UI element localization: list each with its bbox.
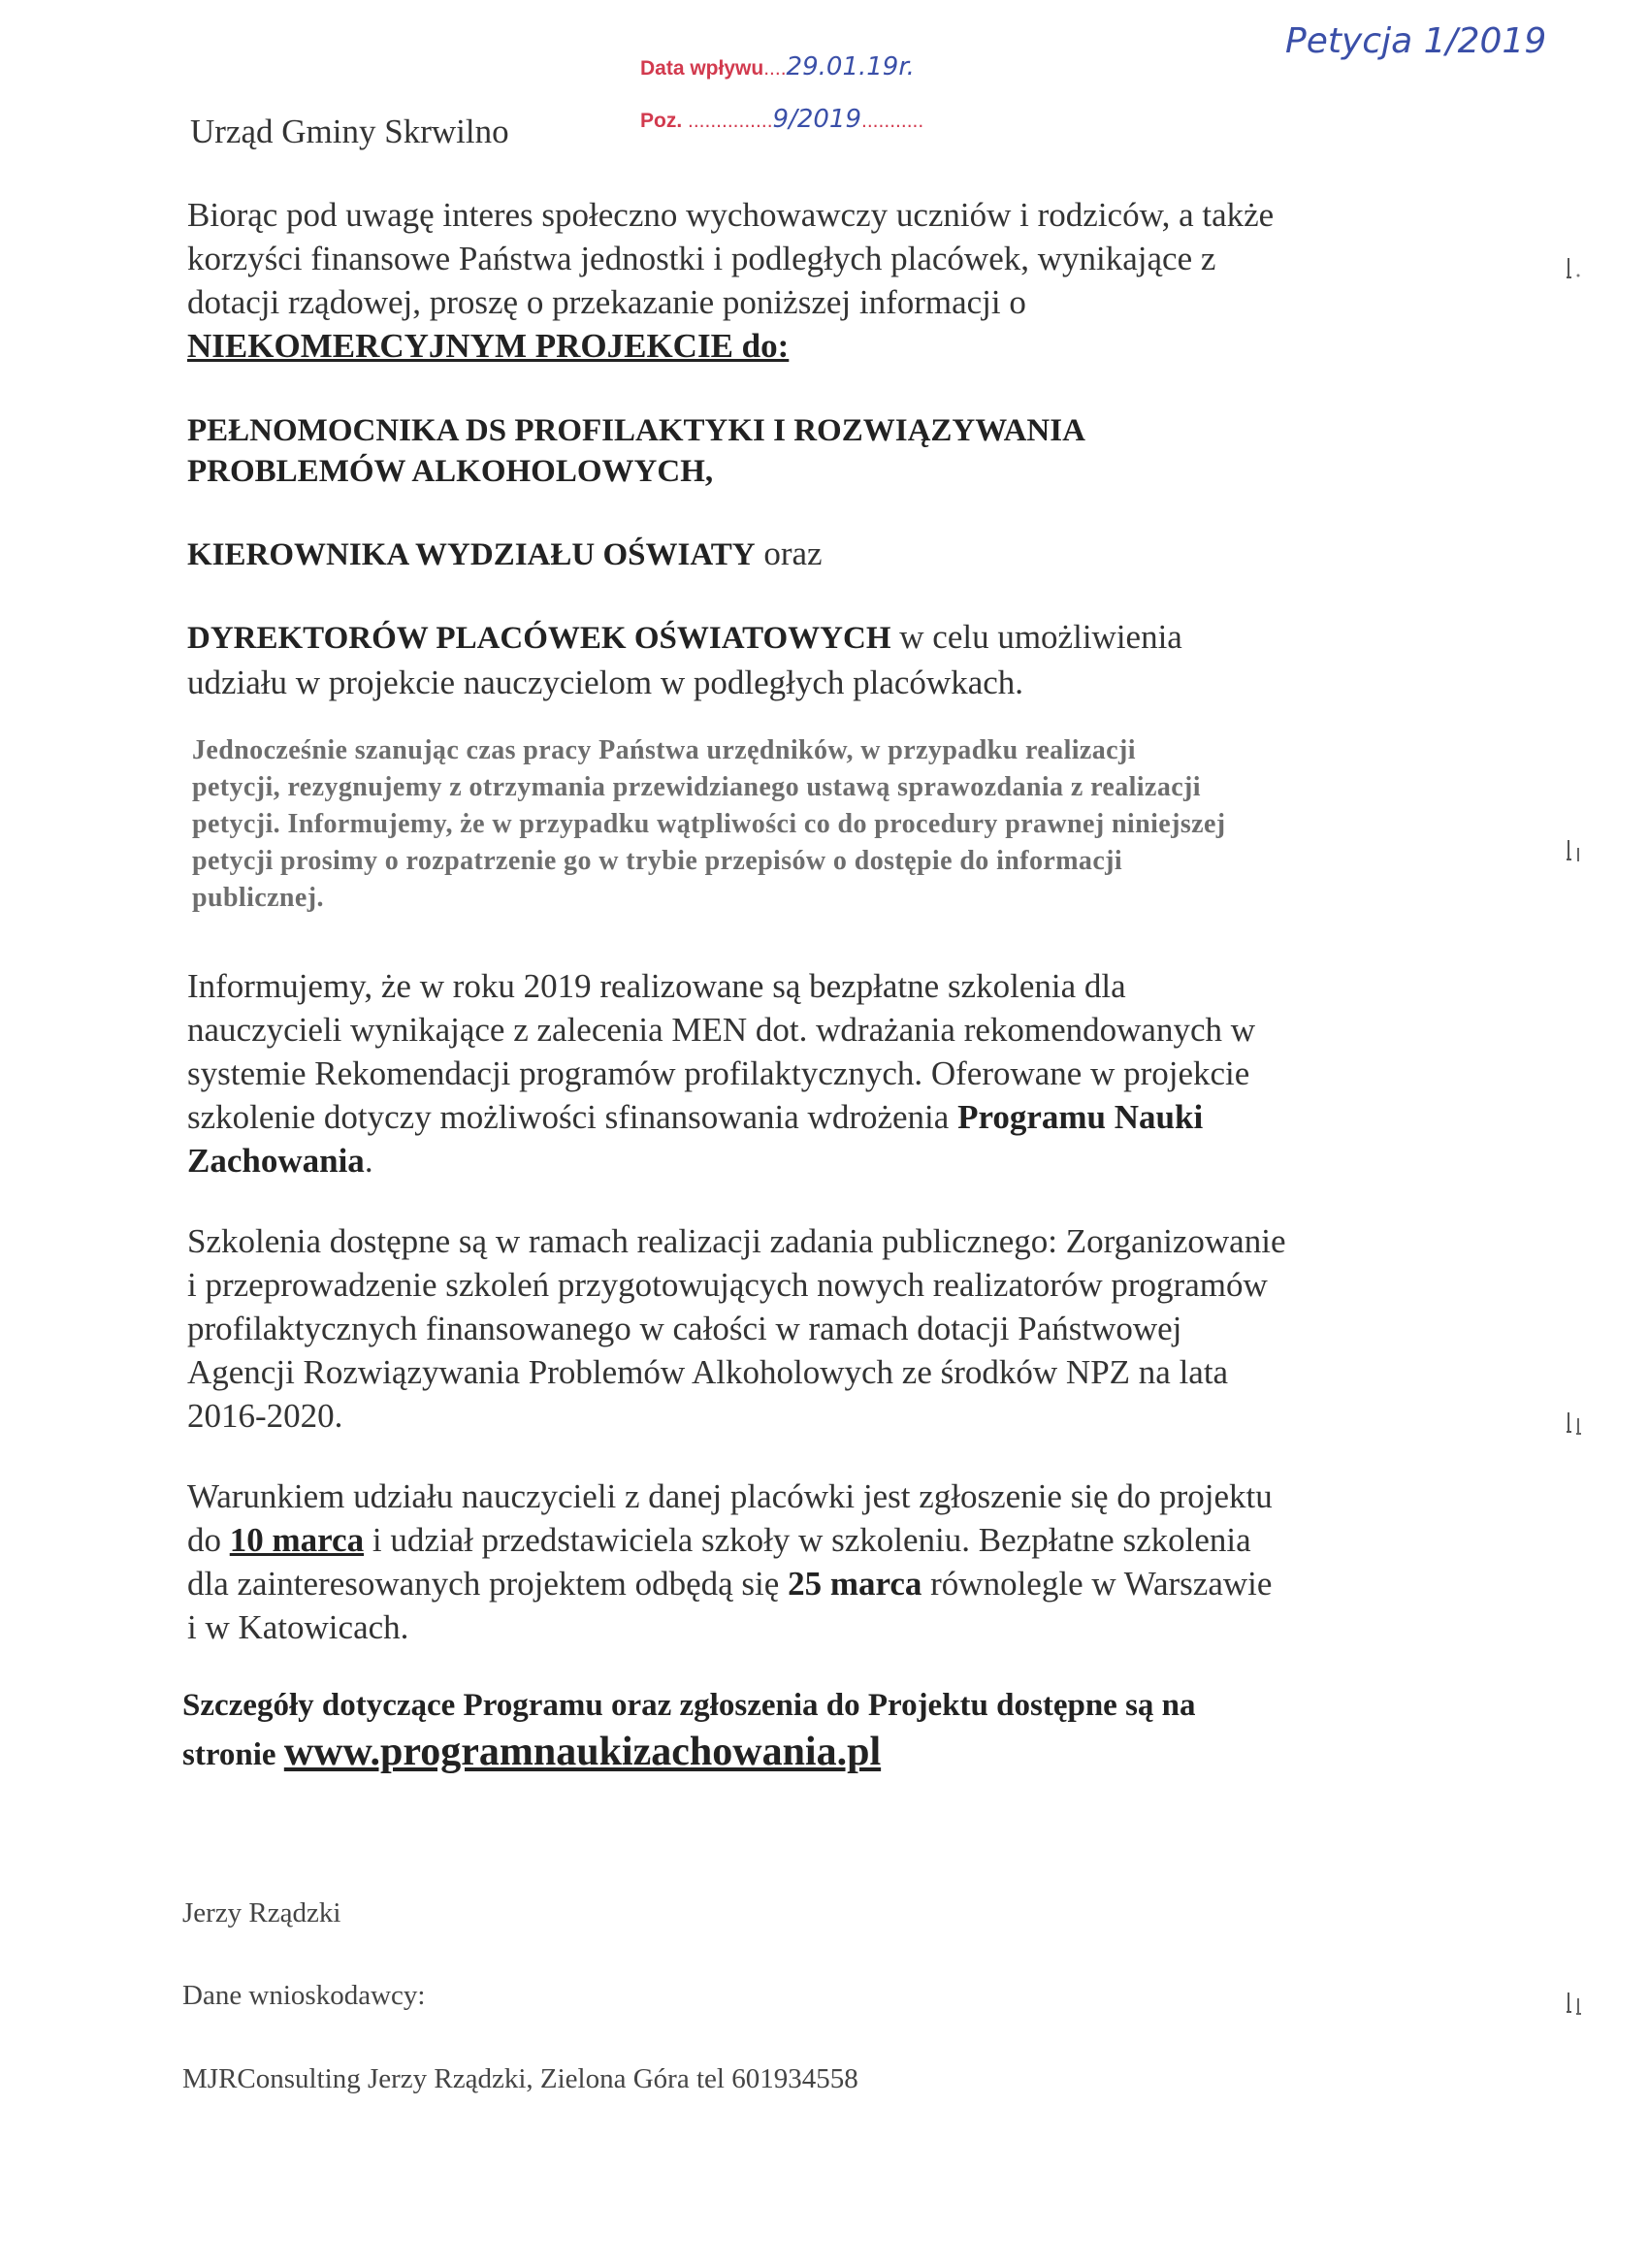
receipt-stamp: Data wpływu....29.01.19r. [640, 52, 915, 81]
petition-note: Jednocześnie szanując czas pracy Państwa urzędników, w przypadku realizacji petycji, rezygnujemy z otrzymania przewidzianego ustawą sprawozdania z realizacji petycji. Informujemy, że w przypadku wątpliwości co do procedury prawnej niniejszej petycji prosimy o rozpatrzenie go w trybie przepisów o dostępie do informacji publicznej. [192, 735, 1226, 913]
deadline-date: 10 marca [229, 1521, 365, 1559]
stamp-date-value: 29.01.19r. [786, 52, 915, 81]
margin-mark [1564, 836, 1583, 865]
handwritten-petition-number: Petycja 1/2019 [1285, 21, 1547, 61]
margin-mark [1564, 254, 1583, 283]
program-website-link[interactable]: www.programnaukizachowania.pl [283, 1730, 882, 1774]
office-name: Urząd Gminy Skrwilno [190, 113, 509, 150]
training-date: 25 marca [788, 1565, 922, 1603]
margin-mark [1564, 1989, 1583, 2018]
program-name: Programu Nauki [957, 1098, 1204, 1136]
signature-name: Jerzy Rządzki [182, 1897, 341, 1928]
stamp-pos-value: 9/2019 [772, 105, 862, 134]
recipient-education-head: KIEROWNIKA WYDZIAŁU OŚWIATY oraz [187, 535, 823, 572]
intro-paragraph: Biorąc pod uwagę interes społeczno wychowawczy uczniów i rodziców, a także korzyści finansowe Państwa jednostki i podległych placówek, wynikające z dotacji rządowej, proszę o przekazanie poniższej informacji o NIEKOMERCYJNYM PROJEKCIE do: [187, 193, 1274, 368]
stamp-date-label: Data wpływu [640, 57, 764, 80]
applicant-details: MJRConsulting Jerzy Rządzki, Zielona Góra tel 601934558 [182, 2063, 858, 2094]
project-heading: NIEKOMERCYJNYM PROJEKCIE do: [187, 327, 790, 365]
applicant-label: Dane wnioskodawcy: [182, 1980, 426, 2011]
receipt-stamp-position: Poz. ...............9/2019........... [640, 105, 924, 134]
recipient-directors: DYREKTORÓW PLACÓWEK OŚWIATOWYCH w celu umożliwienia udziału w projekcie nauczycielom w podległych placówkach. [187, 618, 1182, 701]
training-paragraph: Szkolenia dostępne są w ramach realizacji zadania publicznego: Zorganizowanie i przeprowadzenie szkoleń przygotowujących nowych realizatorów programów profilaktycznych finansowanego w całości w ramach dotacji Państwowej Agencji Rozwiązywania Problemów Alkoholowych ze środków NPZ na lata 2016-2020. [187, 1222, 1286, 1435]
stamp-pos-label: Poz. [640, 110, 683, 132]
margin-mark [1564, 1409, 1583, 1438]
details-paragraph: Szczegóły dotyczące Programu oraz zgłoszenia do Projektu dostępne są na stronie www.programnaukizachowania.pl [182, 1688, 1196, 1774]
recipient-plenipotentiary: PEŁNOMOCNIKA DS PROFILAKTYKI I ROZWIĄZYWANIA PROBLEMÓW ALKOHOLOWYCH, [187, 413, 1085, 489]
condition-paragraph: Warunkiem udziału nauczycieli z danej placówki jest zgłoszenie się do projektu do 10 marca i udział przedstawiciela szkoły w szkoleniu. Bezpłatne szkolenia dla zainteresowanych projektem odbędą się 25 marca równolegle w Warszawie i w Katowicach. [187, 1477, 1273, 1646]
info-paragraph: Informujemy, że w roku 2019 realizowane są bezpłatne szkolenia dla nauczycieli wynikające z zalecenia MEN dot. wdrażania rekomendowanych w systemie Rekomendacji programów profilaktycznych. Oferowane w projekcie szkolenie dotyczy możliwości sfinansowania wdrożenia Programu Nauki Zachowania. [187, 967, 1256, 1180]
